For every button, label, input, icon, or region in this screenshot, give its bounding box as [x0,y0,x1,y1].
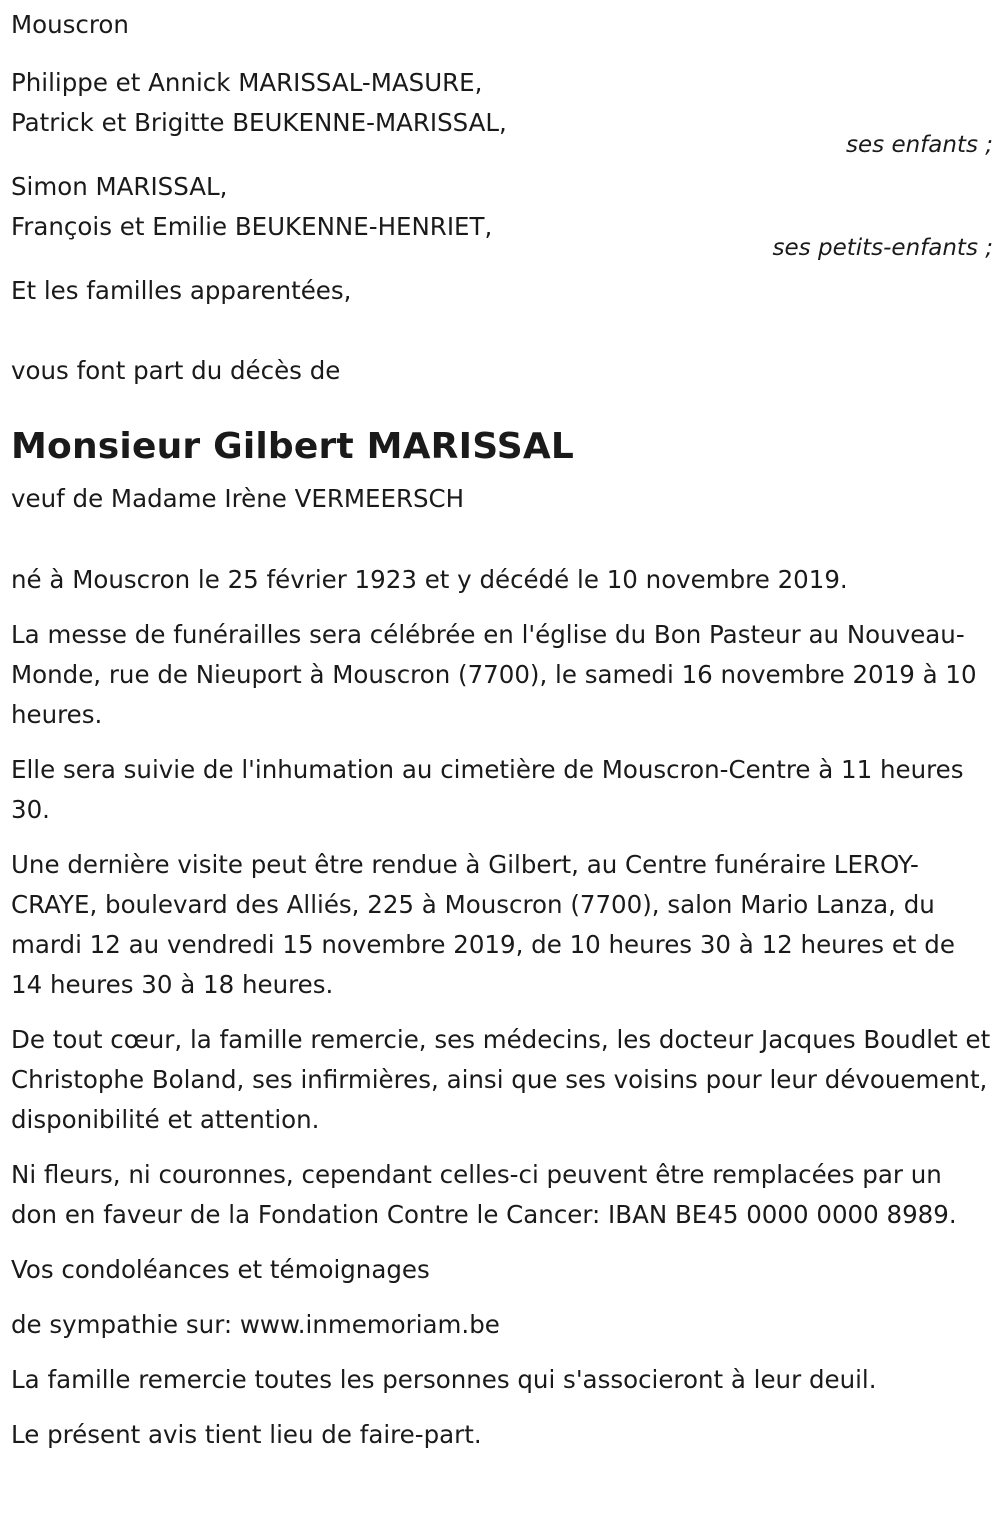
donation-paragraph: Ni fleurs, ni couronnes, cependant celles-ci peuvent être remplacées par un don en faveur de la Fondation Contre le Cancer: IBAN BE45 0000 0000 8989. [11,1160,957,1229]
family-thanks-paragraph: La famille remercie toutes les personnes qui s'associeront à leur deuil. [11,1365,877,1394]
widow-of-line: veuf de Madame Irène VERMEERSCH [11,484,465,513]
birth-death-paragraph: né à Mouscron le 25 février 1923 et y décédé le 10 novembre 2019. [11,565,848,594]
families-line: Et les familles apparentées, [11,276,352,305]
grandchildren-role: ses petits-enfants ; [772,235,993,261]
children-role: ses enfants ; [846,132,993,158]
deceased-name: Monsieur Gilbert MARISSAL [11,426,575,467]
children-role-row [11,133,991,157]
grandchild-line: Simon MARISSAL, [11,172,228,201]
child-line: Patrick et Brigitte BEUKENNE-MARISSAL, [11,108,507,137]
announcement-line: vous font part du décès de [11,356,341,385]
children-block [11,63,991,143]
child-line: Philippe et Annick MARISSAL-MASURE, [11,68,483,97]
funeral-mass-paragraph: La messe de funérailles sera célébrée en l'église du Bon Pasteur au Nouveau-Monde, rue de Nieuport à Mouscron (7700), le samedi 16 novembre 2019 à 10 heures. [11,620,977,729]
condolences-paragraph: Vos condoléances et témoignages [11,1255,430,1284]
visitation-paragraph: Une dernière visite peut être rendue à Gilbert, au Centre funéraire LEROY-CRAYE, boulevard des Alliés, 225 à Mouscron (7700), salon Mario Lanza, du mardi 12 au vendredi 15 novembre 2019, de 10 heures 30 à 12 heures et de 14 heures 30 à 18 heures. [11,850,955,999]
city-heading: Mouscron [11,10,129,39]
body-paragraphs [11,560,991,1455]
condolences-website-paragraph: de sympathie sur: www.inmemoriam.be [11,1310,500,1339]
grandchildren-role-row [11,236,991,260]
thanks-paragraph: De tout cœur, la famille remercie, ses médecins, les docteur Jacques Boudlet et Christophe Boland, ses infirmières, ainsi que ses voisins pour leur dévouement, disponibilité et attention. [11,1025,991,1134]
burial-paragraph: Elle sera suivie de l'inhumation au cimetière de Mouscron-Centre à 11 heures 30. [11,755,964,824]
grandchild-line: François et Emilie BEUKENNE-HENRIET, [11,212,493,241]
notice-paragraph: Le présent avis tient lieu de faire-part. [11,1420,482,1449]
